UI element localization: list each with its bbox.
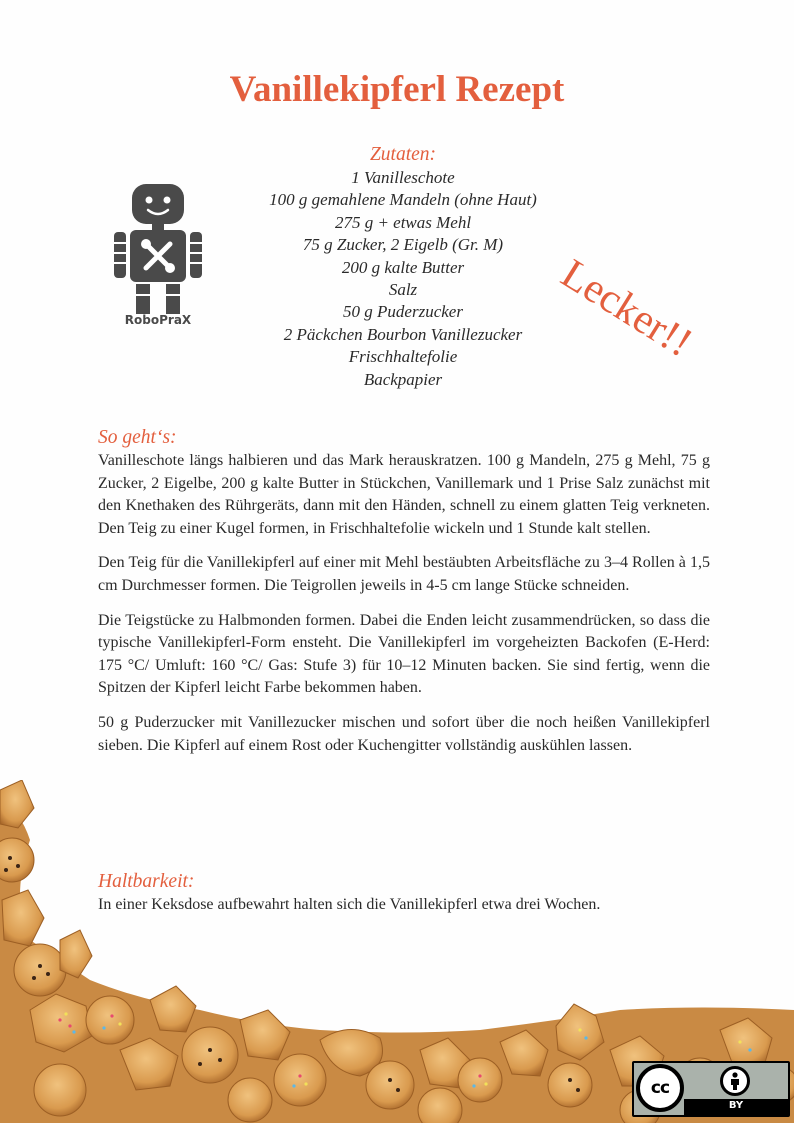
ingredient-item: Frischhaltefolie [348, 347, 458, 367]
ingredients-list [228, 167, 578, 391]
attribution-icon [720, 1066, 750, 1096]
robot-icon [108, 180, 208, 330]
ingredient-item: Salz [388, 280, 418, 300]
lecker-stamp: Lecker!! [553, 250, 701, 367]
ingredient-item: 1 Vanilleschote [351, 168, 455, 187]
cc-label: cc [650, 1078, 670, 1098]
by-label: BY [728, 1100, 744, 1111]
ingredients-heading: Zutaten: [369, 144, 437, 165]
cc-icon [636, 1064, 684, 1112]
instruction-paragraph: Die Teigstücke zu Halbmonden formen. Dabei die Enden leicht zusammendrücken, so dass die typische Vanillekipferl-Form ensteht. Die Vanillekipferl im vorgeheizten Backofen (E-Herd: 175 °C/ Umluft: 160 °C/ Gas: Stufe 3) für 10–12 Minuten backen. Sie sind fertig, wenn die Spitzen der Kipferl leicht Farbe bekommen haben. [98, 611, 710, 697]
instructions-heading: So geht‘s: [98, 427, 177, 448]
ingredient-item: 275 g + etwas Mehl [334, 212, 472, 232]
ingredients-section [228, 143, 578, 391]
instruction-paragraph: Den Teig für die Vanillekipferl auf einer mit Mehl bestäubten Arbeitsfläche zu 3–4 Rollen à 1,5 cm Durchmesser formen. Die Teigrollen jeweils in 4-5 cm lange Stücke schneiden. [98, 554, 710, 594]
storage-heading: Haltbarkeit: [98, 871, 195, 892]
instruction-paragraph: Vanilleschote längs halbieren und das Mark herauskratzen. 100 g Mandeln, 275 g Mehl, 75 g Zucker, 2 Eigelbe, 200 g kalte Butter in Stückchen, Vanillemark und 1 Prise Salz zunächst mit den Knethaken des Rührgeräts, dann mit den Händen, schnell zu einem glatten Teig verkneten. Den Teig zu einer Kugel formen, in Frischhaltefolie wickeln und 1 Stunde kalt stellen. [98, 452, 710, 537]
logo-label: RoboPraX [124, 313, 192, 327]
page-title: Vanillekipferl Rezept [229, 69, 565, 110]
ingredient-item: Backpapier [363, 369, 443, 389]
ingredient-item: 75 g Zucker, 2 Eigelb (Gr. M) [302, 235, 504, 255]
cc-by-icon [632, 1061, 790, 1117]
ingredient-item: 100 g gemahlene Mandeln (ohne Haut) [269, 190, 537, 210]
instructions-section [98, 426, 710, 769]
instruction-paragraph: 50 g Puderzucker mit Vanillezucker mischen und sofort über die noch heißen Vanillekipferl sieben. Die Kipferl auf einem Rost oder Kuchengitter vollständig auskühlen lassen. [98, 713, 710, 754]
ingredient-item: 50 g Puderzucker [343, 302, 463, 322]
ingredient-item: 2 Päckchen Bourbon Vanillezucker [283, 324, 523, 344]
storage-text: In einer Keksdose aufbewahrt halten sich die Vanillekipferl etwa drei Wochen. [98, 896, 601, 913]
ingredient-item: 200 g kalte Butter [341, 257, 465, 277]
